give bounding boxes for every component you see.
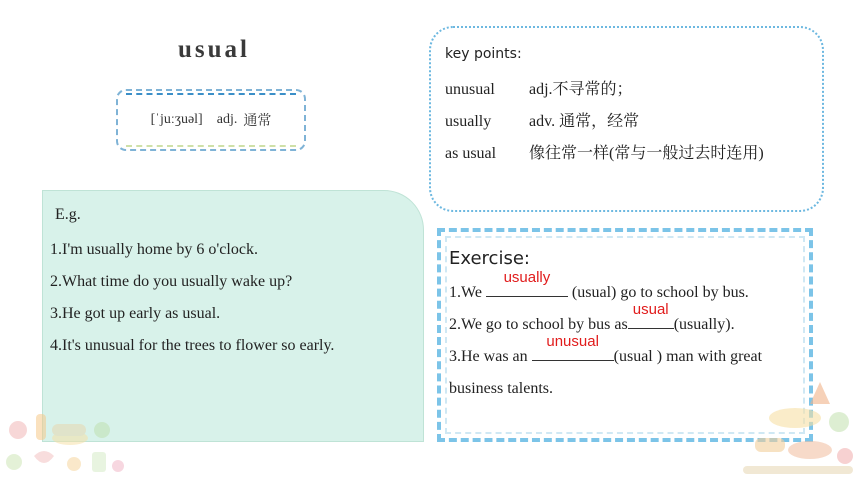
word-meaning: 通常 (243, 114, 272, 129)
example-line: 2.What time do you usually wake up? (50, 273, 293, 290)
key-point-meaning: adv. 通常，经常 (529, 113, 640, 130)
key-point-row (445, 74, 822, 106)
table-icon (743, 466, 853, 474)
key-point-meaning: 像往常一样(常与一般过去时连用) (529, 145, 764, 162)
answer-blank (486, 269, 568, 297)
answer-text: unusual (546, 333, 599, 350)
word-title: usual (178, 36, 250, 63)
key-point-row (445, 138, 822, 170)
key-point-row (445, 106, 822, 138)
exercise-question-3 (449, 333, 809, 373)
key-points-title: key points: (445, 46, 522, 62)
example-line: 4.It's unusual for the trees to flower so early. (50, 337, 335, 354)
bread-icon (755, 438, 785, 452)
cake-icon (788, 441, 832, 459)
exercise-question-3-cont: business talents. (449, 380, 553, 397)
phonetic-box (116, 89, 306, 151)
question-text: 1.We (449, 284, 486, 301)
pizza-slice-icon (810, 382, 830, 404)
part-of-speech: adj. (216, 112, 238, 127)
question-text: 2.We go to school by bus as (449, 316, 628, 333)
orange-icon (67, 457, 81, 471)
food-decoration-left (0, 400, 130, 484)
key-point-word: as usual (445, 145, 497, 162)
question-text: (usually). (673, 316, 735, 333)
example-label: E.g. (55, 206, 81, 223)
burger-icon (769, 408, 821, 428)
question-text: 3.He was an (449, 348, 532, 365)
key-points-box (429, 26, 824, 212)
broccoli-icon (6, 454, 22, 470)
apple-icon (837, 448, 853, 464)
answer-blank (532, 333, 614, 361)
melon-icon (829, 412, 849, 432)
question-text: (usual) go to school by bus. (567, 284, 749, 301)
carrot-icon (36, 414, 46, 440)
apple-icon (9, 421, 27, 439)
key-point-word: usually (445, 113, 492, 130)
food-decoration-right (735, 378, 860, 484)
example-line: 3.He got up early as usual. (50, 305, 221, 322)
key-point-meaning: adj.不寻常的； (529, 81, 633, 98)
answer-text: usually (503, 269, 551, 286)
answer-blank (628, 301, 674, 329)
question-text: (usual ) man with great (613, 348, 763, 365)
example-line: 1.I'm usually home by 6 o'clock. (50, 241, 258, 258)
lime-icon (94, 422, 110, 438)
watermelon-icon (34, 451, 54, 463)
food-label-badge (52, 424, 86, 436)
exercise-question-1 (449, 269, 809, 309)
exercise-question-2 (449, 301, 809, 341)
exercise-title: Exercise: (449, 248, 530, 269)
key-point-word: unusual (445, 81, 495, 98)
cup-icon (92, 452, 106, 472)
answer-text: usual (632, 301, 669, 318)
berry-icon (112, 460, 124, 472)
phonetic-text: [ˈjuːʒuəl] (150, 112, 203, 127)
